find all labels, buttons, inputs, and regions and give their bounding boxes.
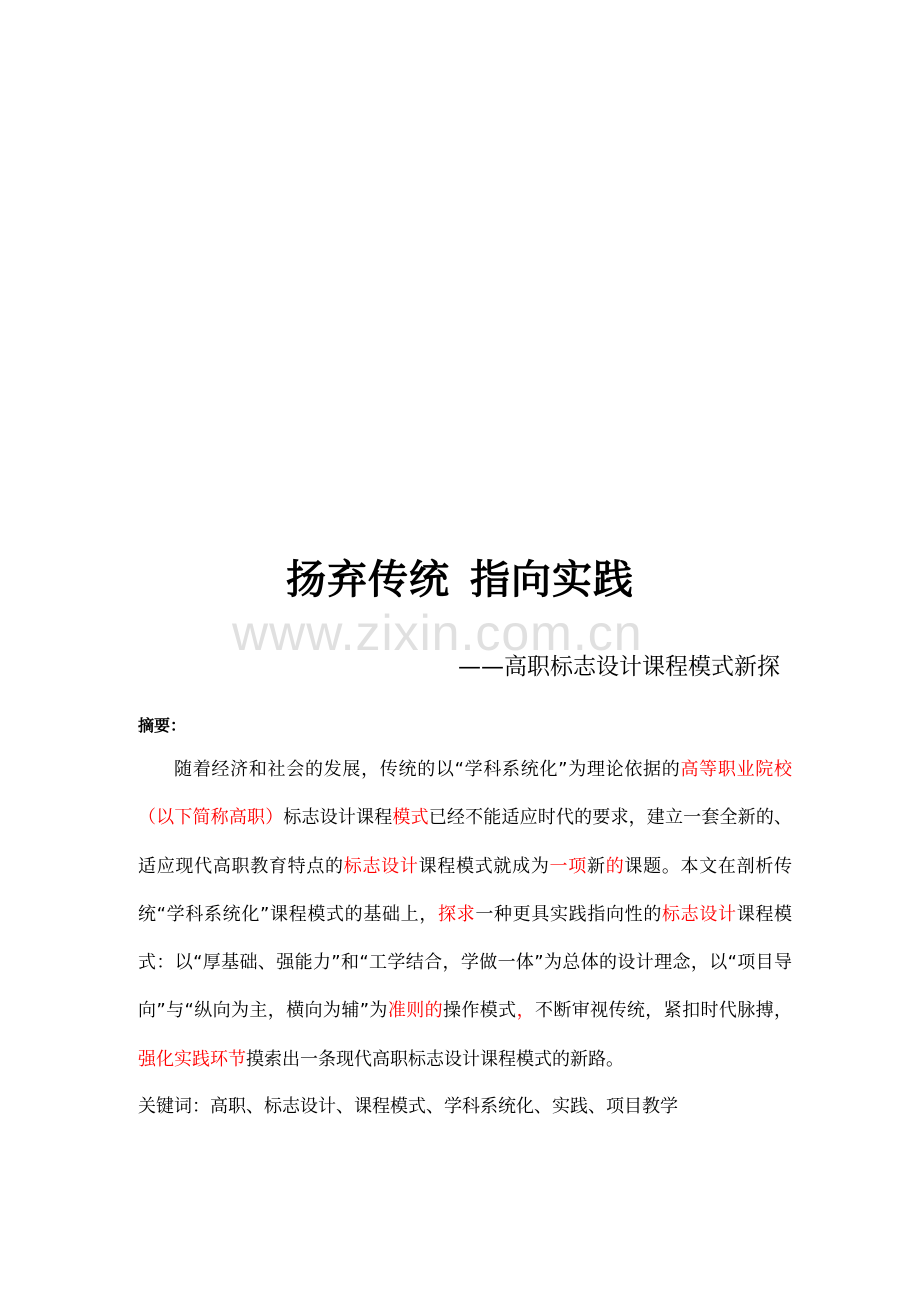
title-part-1: 扬弃传统 xyxy=(286,557,450,603)
abstract-seg-highlight: 准则的 xyxy=(387,1000,443,1022)
abstract-seg: 一种更具实践指向性的 xyxy=(475,903,663,925)
abstract-seg: 已经不能适应时代的要求，建立一套全新的、适应现代高职教育特点的 xyxy=(138,807,793,877)
abstract-seg-highlight: 标志设计 xyxy=(662,903,737,925)
abstract-seg: 摸索出一条现代高职标志设计课程模式的新路。 xyxy=(246,1048,624,1070)
abstract-seg: 课程模式就成为 xyxy=(418,855,550,877)
abstract-seg-highlight: 模式 xyxy=(392,807,429,829)
abstract-seg: 课题。本文在剖析传统“学科系统化”课程模式的基础上， xyxy=(138,855,793,925)
abstract-seg-highlight: 探求 xyxy=(438,903,476,925)
abstract-seg: 标志设计课程 xyxy=(283,807,393,829)
document-title xyxy=(0,548,920,605)
abstract-seg: 操作模式 xyxy=(443,1000,517,1022)
abstract-seg: 新 xyxy=(586,855,606,877)
abstract-body xyxy=(138,746,792,1084)
abstract-seg-highlight: 高等职业院校（以下简称高职） xyxy=(138,759,793,829)
abstract-seg-highlight: 一项 xyxy=(549,855,587,877)
title-part-2: 指向实践 xyxy=(470,557,634,603)
watermark: www.zixin.com.cn xyxy=(232,605,643,661)
abstract-seg: 不断审视传统，紧扣时代脉搏， xyxy=(534,1000,793,1022)
abstract-seg-highlight: 强化实践环节 xyxy=(138,1048,246,1070)
abstract-seg-highlight: ， xyxy=(516,1000,535,1022)
abstract-seg: 随着经济和社会的发展，传统的以“学科系统化”为理论依据的 xyxy=(174,759,681,780)
document-subtitle: ——高职标志设计课程模式新探 xyxy=(458,654,780,680)
abstract-seg-highlight: 标志设计 xyxy=(343,855,419,877)
keywords-line: 关键词：高职、标志设计、课程模式、学科系统化、实践、项目教学 xyxy=(138,1096,678,1117)
abstract-seg: 课程模式：以“厚基础、强能力”和“工学结合，学做一体”为总体的设计理念，以“项目导向”与“纵向为主，横向为辅”为 xyxy=(138,903,793,1022)
abstract-label: 摘要： xyxy=(138,716,187,735)
abstract-seg-highlight: 的 xyxy=(605,855,625,877)
